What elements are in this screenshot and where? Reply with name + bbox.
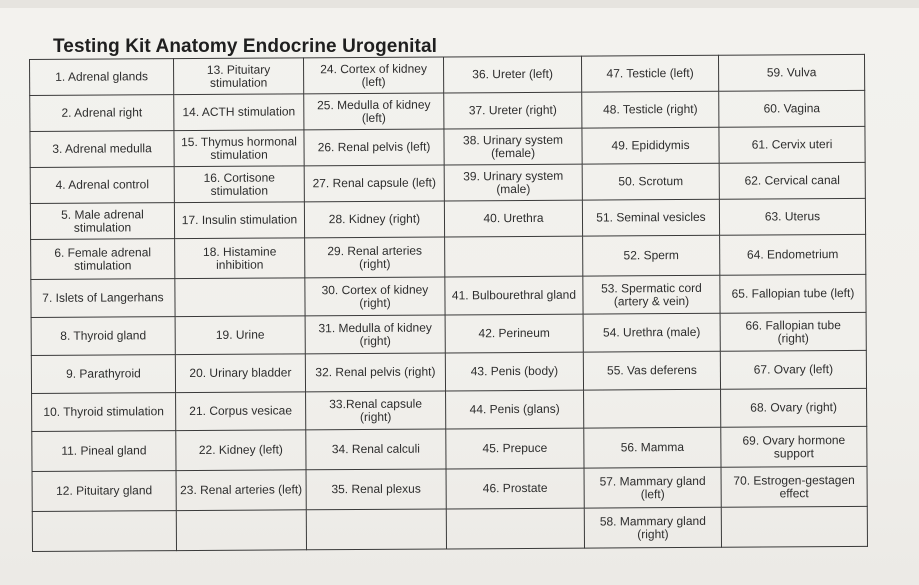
table-cell: 50. Scrotum: [582, 163, 719, 200]
table-cell: 58. Mammary gland (right): [584, 507, 721, 548]
table-cell: 17. Insulin stimulation: [174, 202, 304, 239]
table-cell: 56. Mamma: [584, 427, 721, 468]
table-cell: 63. Uterus: [719, 198, 865, 235]
table-cell: 12. Pituitary gland: [32, 471, 176, 512]
table-cell: 8. Thyroid gland: [31, 317, 175, 356]
table-row: [31, 312, 866, 355]
table-cell: 15. Thymus hormonal stimulation: [174, 130, 304, 167]
table-row: [32, 426, 867, 471]
table-cell: 70. Estrogen-gestagen effect: [721, 466, 867, 507]
table-cell: 59. Vulva: [718, 54, 864, 91]
table-cell: 7. Islets of Langerhans: [31, 279, 175, 318]
table-cell: 66. Fallopian tube (right): [720, 312, 866, 351]
table-row: [30, 54, 865, 95]
table-cell: 67. Ovary (left): [720, 350, 866, 389]
table-cell: 37. Ureter (right): [444, 92, 582, 129]
table-cell: 47. Testicle (left): [581, 55, 718, 92]
table-cell: [32, 511, 176, 552]
table-cell: 3. Adrenal medulla: [30, 131, 174, 168]
table-cell: 69. Ovary hormone support: [721, 426, 867, 467]
table-cell: 2. Adrenal right: [30, 95, 174, 132]
table-cell: [721, 506, 867, 547]
table-cell: 65. Fallopian tube (left): [720, 274, 866, 313]
table-cell: 20. Urinary bladder: [175, 354, 305, 393]
table-cell: 51. Seminal vesicles: [582, 199, 719, 236]
table-cell: 43. Penis (body): [445, 352, 583, 391]
table-row: [31, 350, 866, 393]
table-cell: 40. Urethra: [444, 200, 582, 237]
table-row: [31, 234, 866, 279]
table-cell: [446, 508, 584, 549]
table-cell: 45. Prepuce: [446, 428, 584, 469]
table-cell: 62. Cervical canal: [719, 162, 865, 199]
table-cell: 1. Adrenal glands: [30, 59, 174, 96]
table-row: [30, 162, 865, 203]
table-row: [32, 506, 867, 551]
table-cell: 24. Cortex of kidney (left): [303, 57, 443, 94]
table-cell: 30. Cortex of kidney (right): [305, 277, 445, 316]
table-cell: 10. Thyroid stimulation: [32, 393, 176, 432]
table-cell: 42. Perineum: [445, 314, 583, 353]
table-cell: 27. Renal capsule (left): [304, 165, 444, 202]
table-cell: 33.Renal capsule (right): [306, 391, 446, 430]
table-cell: 46. Prostate: [446, 468, 584, 509]
table-cell: 61. Cervix uteri: [719, 126, 865, 163]
table-cell: [445, 236, 583, 277]
table-cell: 49. Epididymis: [582, 127, 719, 164]
table-cell: 26. Renal pelvis (left): [304, 129, 444, 166]
table-cell: [175, 278, 305, 317]
page-title: Testing Kit Anatomy Endocrine Urogenital: [53, 36, 438, 57]
table-cell: 44. Penis (glans): [446, 390, 584, 429]
table-cell: 25. Medulla of kidney (left): [304, 93, 444, 130]
remedy-table-body: [30, 54, 868, 551]
table-cell: 35. Renal plexus: [306, 469, 446, 510]
table-cell: 60. Vagina: [719, 90, 865, 127]
table-cell: [584, 389, 721, 428]
table-cell: 11. Pineal gland: [32, 431, 176, 472]
page-top-edge: [0, 0, 919, 8]
table-cell: 6. Female adrenal stimulation: [31, 239, 175, 280]
table-cell: 16. Cortisone stimulation: [174, 166, 304, 203]
table-cell: 13. Pituitary stimulation: [174, 58, 304, 95]
table-cell: 52. Sperm: [583, 235, 720, 276]
table-cell: 29. Renal arteries (right): [305, 237, 445, 278]
table-cell: 4. Adrenal control: [30, 167, 174, 204]
table-cell: 21. Corpus vesicae: [176, 392, 306, 431]
table-row: [31, 274, 866, 317]
table-cell: 32. Renal pelvis (right): [305, 353, 445, 392]
table-cell: 41. Bulbourethral gland: [445, 276, 583, 315]
table-cell: 9. Parathyroid: [31, 355, 175, 394]
table-cell: 23. Renal arteries (left): [176, 470, 306, 511]
table-cell: 34. Renal calculi: [306, 429, 446, 470]
table-cell: 18. Histamine inhibition: [175, 238, 305, 279]
table-cell: [306, 509, 446, 550]
table-cell: 48. Testicle (right): [582, 91, 719, 128]
table-cell: 19. Urine: [175, 316, 305, 355]
table-cell: [176, 510, 306, 551]
table-row: [32, 388, 867, 431]
table-row: [30, 90, 865, 131]
table-cell: 5. Male adrenal stimulation: [30, 203, 174, 240]
table-cell: 64. Endometrium: [720, 234, 866, 275]
table-cell: 54. Urethra (male): [583, 313, 720, 352]
table-row: [32, 466, 867, 511]
table-cell: 57. Mammary gland (left): [584, 467, 721, 508]
table-cell: 14. ACTH stimulation: [174, 94, 304, 131]
table-row: [30, 126, 865, 167]
table-cell: 68. Ovary (right): [721, 388, 867, 427]
table-row: [30, 198, 865, 239]
table-cell: 55. Vas deferens: [583, 351, 720, 390]
remedy-table: [29, 54, 868, 552]
table-cell: 22. Kidney (left): [176, 430, 306, 471]
table-cell: 28. Kidney (right): [304, 201, 444, 238]
table-cell: 53. Spermatic cord (artery & vein): [583, 275, 720, 314]
table-cell: 39. Urinary system (male): [444, 164, 582, 201]
table-cell: 36. Ureter (left): [443, 56, 581, 93]
table-cell: 31. Medulla of kidney (right): [305, 315, 445, 354]
table-cell: 38. Urinary system (female): [444, 128, 582, 165]
